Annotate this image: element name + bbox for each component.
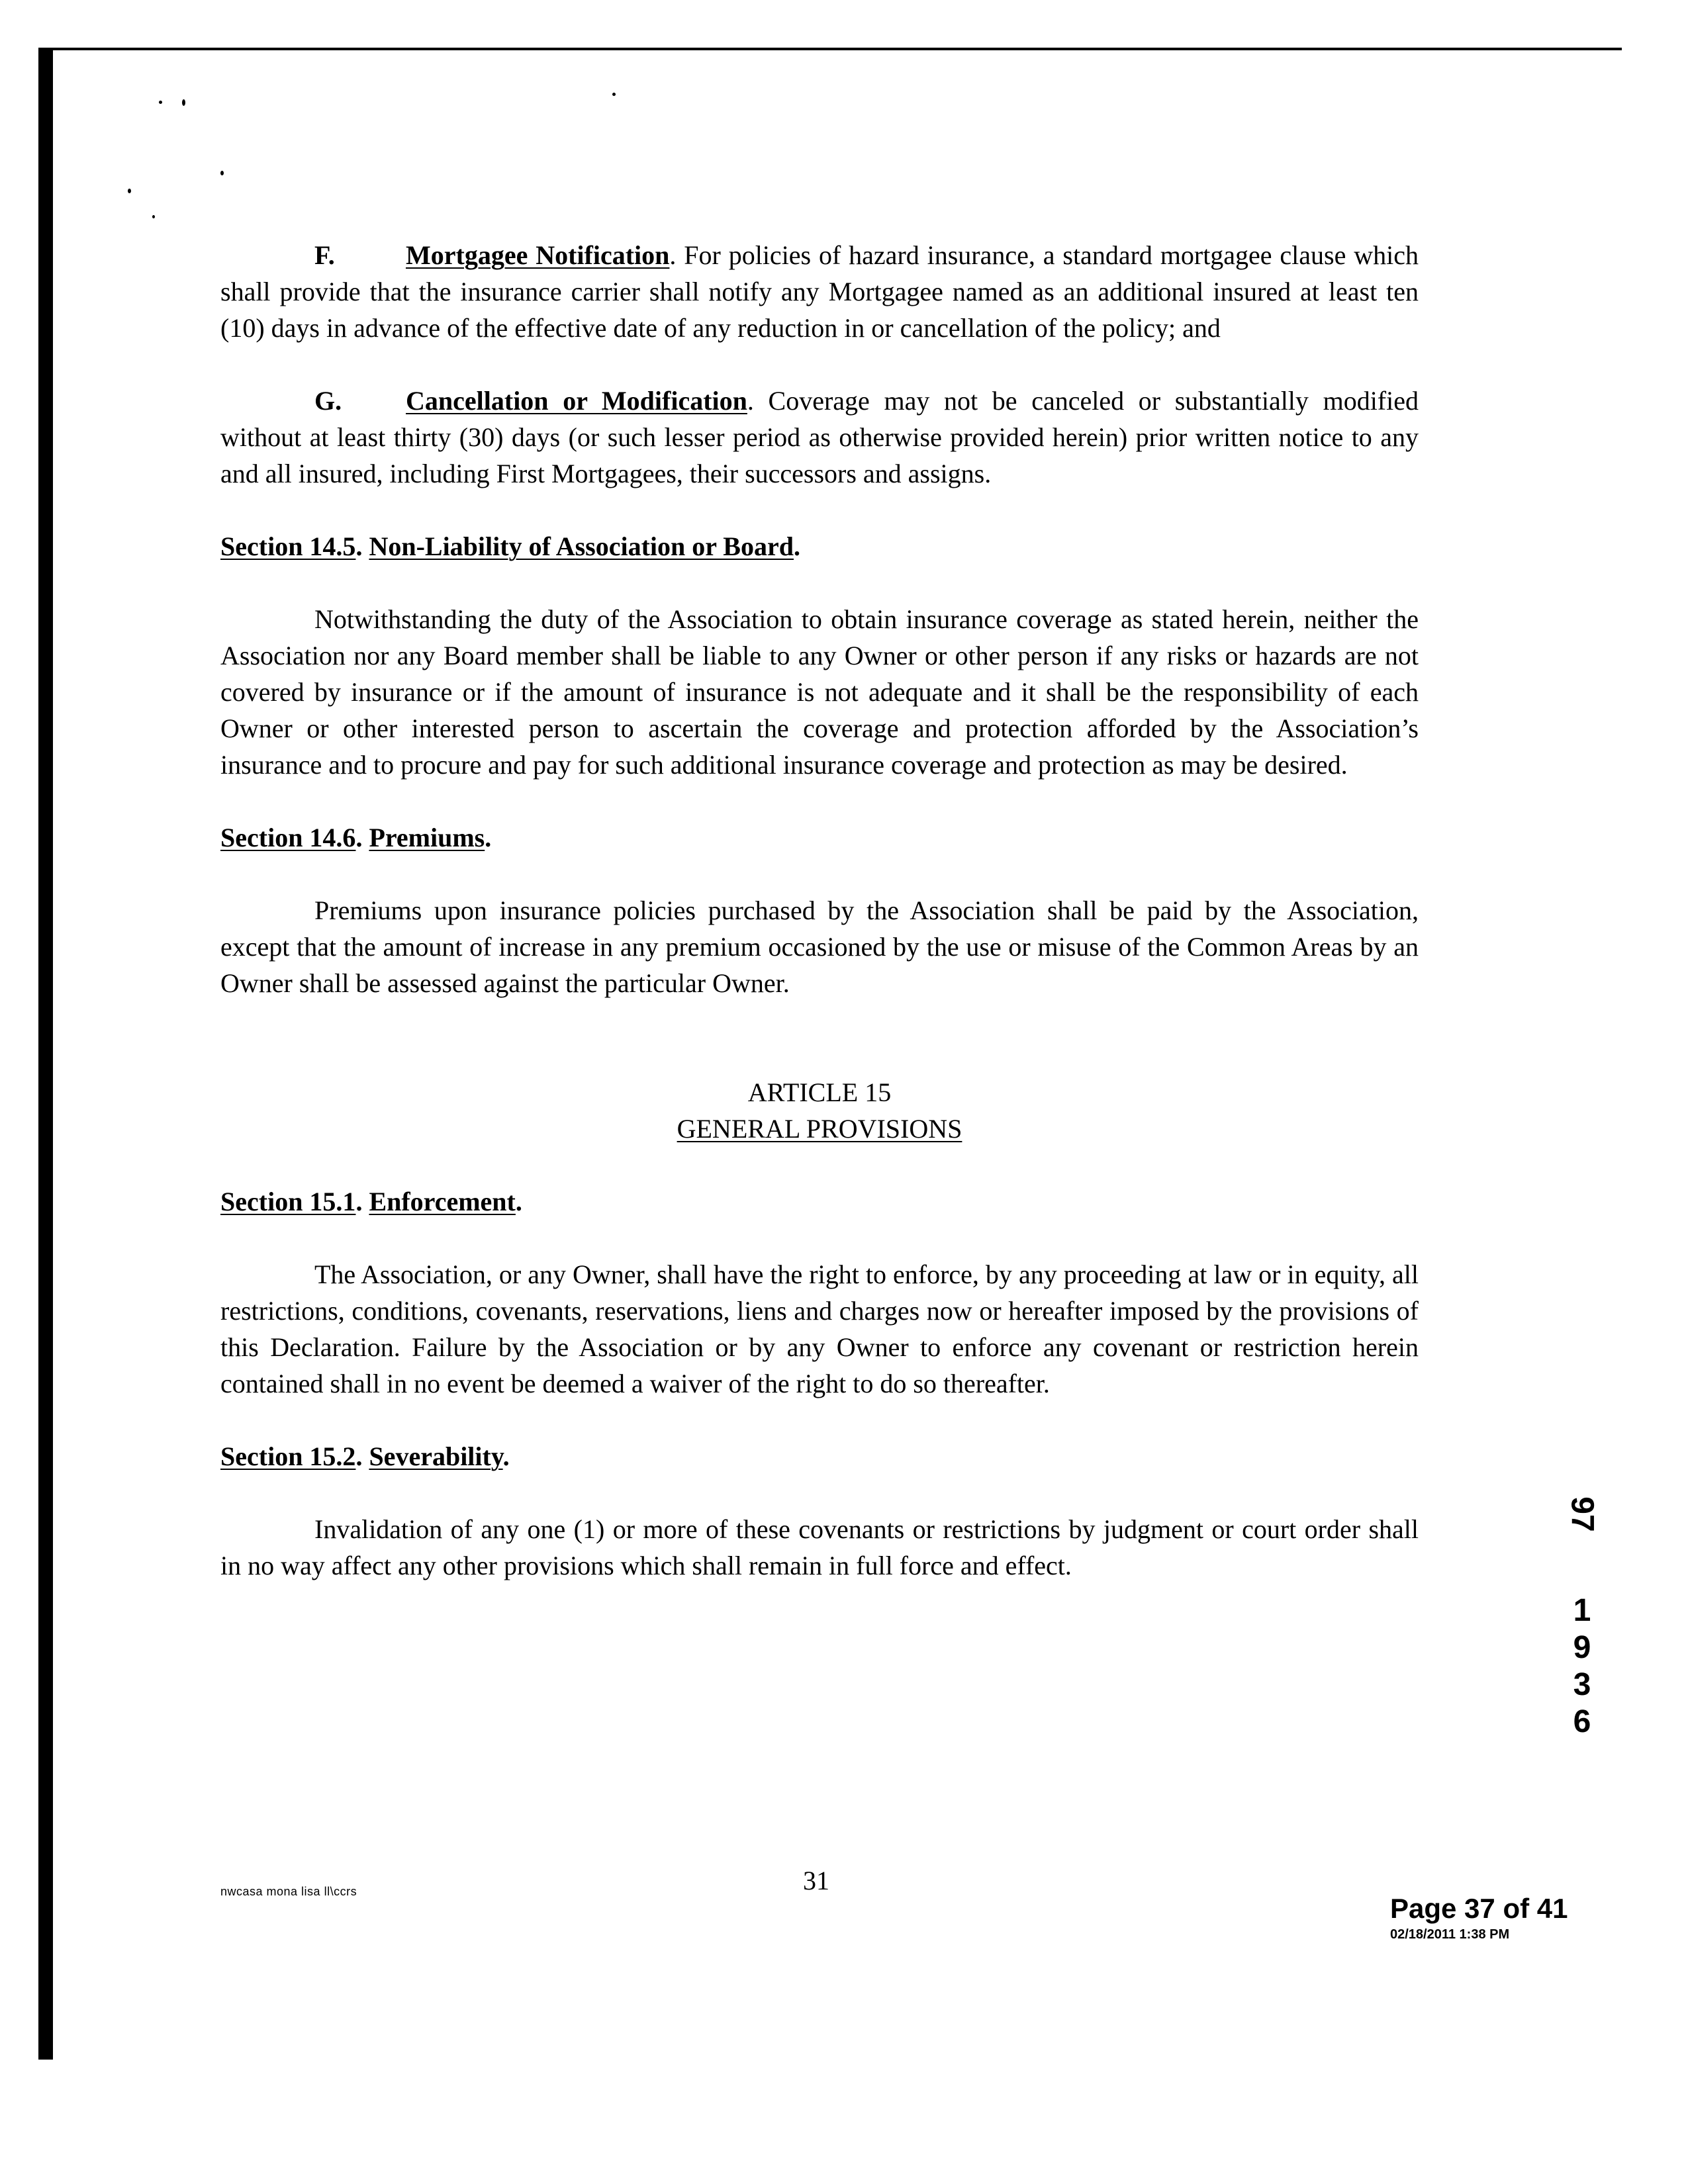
section-paragraph: Premiums upon insurance policies purchased by the Association shall be paid by the Association, except that the amount of increase in any premium occasioned by the use or misuse of the Common Areas by an Owner shall be assessed against the particular Owner. — [220, 895, 1419, 998]
section-number: Section 14.5 — [220, 531, 356, 561]
stamp-digit: 9 — [1573, 1630, 1591, 1665]
section-title: Non-Liability of Association or Board — [369, 531, 794, 561]
section-paragraph: Invalidation of any one (1) or more of these covenants or restrictions by judgment or court order shall in no way affect any other provisions which shall remain in full force and effect. — [220, 1514, 1419, 1580]
document-body — [220, 237, 1419, 1584]
section-heading: Section 15.1. Enforcement. — [220, 1187, 522, 1216]
scan-speck — [612, 93, 616, 96]
footer-file-code: nwcasa mona lisa ll\ccrs — [220, 1885, 357, 1898]
scan-speck — [128, 189, 131, 193]
section-title: Premiums — [369, 823, 485, 852]
section-title: Enforcement — [369, 1187, 516, 1216]
side-recording-stamp — [1562, 1496, 1602, 1840]
scan-speck — [182, 99, 185, 106]
section-paragraph: The Association, or any Owner, shall have the right to enforce, by any proceeding at law or in equity, all restrictions, conditions, covenants, reservations, liens and charges now or hereafter imposed by the provisions of this Declaration. Failure by the Association or by any Owner to enforce any covenant or restriction herein contained shall in no event be deemed a waiver of the right to do so thereafter. — [220, 1259, 1419, 1398]
section-paragraph: Notwithstanding the duty of the Association to obtain insurance coverage as stated herein, neither the Association nor any Board member shall be liable to any Owner or other person if any risks or hazards are not covered by insurance or if the amount of insurance is not adequate and it shall be the responsibility of each Owner or other interested person to ascertain the coverage and protection afforded by the Association’s insurance and to procure and pay for such additional insurance coverage and protection as may be desired. — [220, 604, 1419, 780]
scan-top-rule — [38, 48, 1622, 50]
subsection-text: . For policies of hazard insurance, a standard mortgagee clause which shall provide that the insurance carrier shall notify any Mortgagee named as an additional insured at least ten (10) days in advance of the effective date of any reduction in or cancellation of the policy; and — [220, 240, 1419, 343]
scan-left-edge-bar — [38, 48, 53, 2060]
subsection-letter: G. — [314, 386, 342, 416]
stamp-digit: 3 — [1573, 1667, 1591, 1702]
section-title: Severability — [369, 1441, 503, 1471]
subsection-title: Mortgagee Notification — [406, 240, 670, 270]
stamp-upper-digits: 97 — [1564, 1496, 1600, 1532]
section-number: Section 15.2 — [220, 1441, 356, 1471]
scan-speck — [152, 215, 155, 218]
subsection-letter: F. — [314, 240, 335, 270]
section-number: Section 14.6 — [220, 823, 356, 852]
section-number: Section 15.1 — [220, 1187, 356, 1216]
article-title: GENERAL PROVISIONS — [677, 1114, 962, 1144]
section-heading: Section 14.6. Premiums. — [220, 823, 492, 852]
stamp-digit: 1 — [1573, 1593, 1591, 1628]
subsection-f — [220, 237, 1419, 346]
scan-speck — [220, 171, 224, 175]
subsection-title: Cancellation or Modification — [406, 386, 747, 416]
recording-page-count: Page 37 of 41 — [1390, 1893, 1568, 1924]
section-heading: Section 15.2. Severability. — [220, 1441, 510, 1471]
article-heading: ARTICLE 15 — [747, 1077, 892, 1107]
stamp-digit: 6 — [1573, 1704, 1591, 1739]
page-number: 31 — [803, 1866, 829, 1895]
recording-timestamp: 02/18/2011 1:38 PM — [1390, 1927, 1510, 1942]
subsection-text: . Coverage may not be canceled or substantially modified without at least thirty (30) days (or such lesser period as otherwise provided herein) prior written notice to any and all insured, including First Mortgagees, their successors and assigns. — [220, 386, 1419, 488]
section-heading: Section 14.5. Non-Liability of Association or Board. — [220, 531, 800, 561]
subsection-g — [220, 383, 1419, 492]
scan-speck — [159, 101, 162, 104]
